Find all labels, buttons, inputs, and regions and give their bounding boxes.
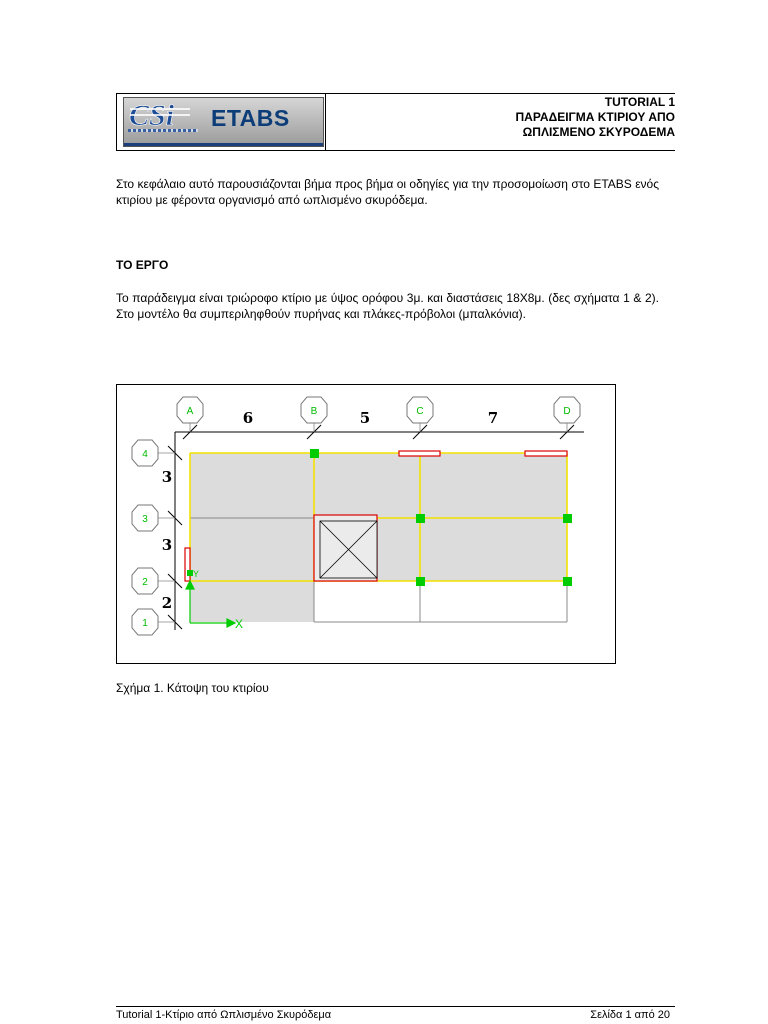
grid-bubble-label: D bbox=[563, 406, 571, 417]
title-line-3: ΩΠΛΙΣΜΕΝΟ ΣΚΥΡΟΔΕΜΑ bbox=[522, 125, 675, 139]
title-line-1: TUTORIAL 1 bbox=[604, 95, 675, 109]
grid-bubble-d bbox=[554, 397, 580, 423]
column-d3 bbox=[563, 514, 572, 523]
wall-d bbox=[525, 451, 567, 456]
floor-plan-figure bbox=[116, 384, 616, 664]
column-b4 bbox=[310, 449, 319, 458]
company-logo bbox=[116, 93, 326, 151]
grid-bubble-label: 3 bbox=[142, 514, 148, 525]
span-label-x: 6 bbox=[242, 409, 254, 427]
span-label-y: 3 bbox=[161, 468, 173, 486]
span-label-x: 7 bbox=[487, 409, 499, 427]
span-label-y: 2 bbox=[161, 594, 173, 612]
document-title bbox=[515, 95, 675, 140]
wall-a bbox=[185, 548, 190, 581]
grid-bubble-a bbox=[177, 397, 203, 423]
footer-document-name: Tutorial 1-Κτίριο από Ωπλισμένο Σκυρόδεμα bbox=[116, 1009, 332, 1021]
csi-logo-mark bbox=[128, 100, 198, 128]
grid-bubble-3 bbox=[132, 505, 158, 531]
title-line-2: ΠΑΡΑΔΕΙΓΜΑ ΚΤΙΡΙΟΥ ΑΠΟ bbox=[515, 110, 675, 124]
grid-bubble-label: A bbox=[186, 406, 194, 417]
slab-main bbox=[190, 453, 567, 581]
column-c2 bbox=[416, 577, 425, 586]
wall-c bbox=[399, 451, 440, 456]
axis-x-label: X bbox=[235, 617, 244, 631]
grid-bubble-label: 2 bbox=[142, 577, 148, 588]
grid-bubble-b bbox=[301, 397, 327, 423]
section-heading: ΤΟ ΕΡΓΟ bbox=[116, 258, 169, 272]
grid-bubble-2 bbox=[132, 568, 158, 594]
product-name: ETABS bbox=[211, 105, 290, 131]
grid-bubble-1 bbox=[132, 609, 158, 635]
footer-rule bbox=[116, 1006, 675, 1007]
grid-bubble-c bbox=[407, 397, 433, 423]
axis-y-label: Y bbox=[193, 569, 200, 579]
span-label-x: 5 bbox=[359, 409, 371, 427]
column-c3 bbox=[416, 514, 425, 523]
logo-underline bbox=[124, 143, 323, 146]
grid-bubble-4 bbox=[132, 440, 158, 466]
column-d2 bbox=[563, 577, 572, 586]
span-label-y: 3 bbox=[161, 536, 173, 554]
figure-caption: Σχήμα 1. Κάτοψη του κτιρίου bbox=[116, 681, 269, 695]
floor-plan-drawing bbox=[117, 385, 617, 665]
intro-paragraph: Στο κεφάλαιο αυτό παρουσιάζονται βήμα προς βήμα οι οδηγίες για την προσομοίωση στο ETABS ενός κτιρίου με φέροντα οργανισμό από ωπλισμένο σκυρόδεμα. bbox=[116, 177, 659, 207]
logo-stripe bbox=[128, 129, 198, 132]
footer-page-number: Σελίδα 1 από 20 bbox=[590, 1009, 670, 1021]
grid-bubble-label: 1 bbox=[142, 618, 148, 629]
grid-bubble-label: B bbox=[310, 406, 318, 417]
section-paragraph: Το παράδειγμα είναι τριώροφο κτίριο με ύψος ορόφου 3μ. και διαστάσεις 18Χ8μ. (δες σχήματα 1 & 2). Στο μοντέλο θα συμπεριληφθούν πυρήνας και πλάκες-πρόβολοι (μπαλκόνια). bbox=[116, 291, 659, 321]
grid-bubble-label: 4 bbox=[142, 449, 148, 460]
slab-cantilever bbox=[190, 581, 314, 622]
grid-bubble-label: C bbox=[416, 406, 424, 417]
